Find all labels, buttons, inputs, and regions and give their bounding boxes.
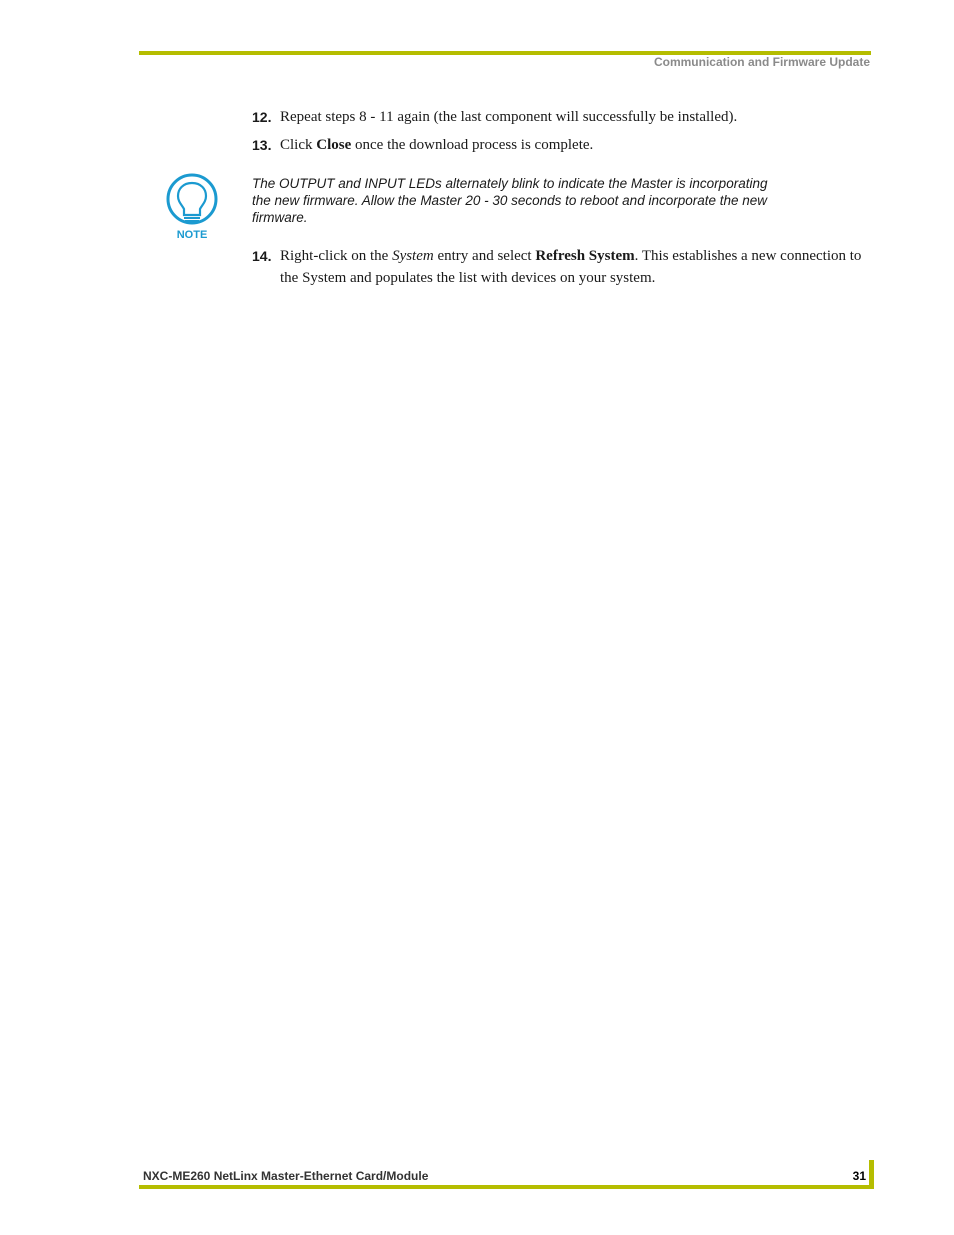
text-run: Right-click on the <box>280 248 393 264</box>
text-run: entry and select <box>433 248 536 264</box>
footer-rule <box>139 1185 874 1189</box>
step-number: 14. <box>252 248 272 264</box>
step-12 <box>252 106 872 128</box>
footer-page-marker <box>869 1160 874 1189</box>
text-run: Click <box>280 137 317 153</box>
step-text <box>280 134 872 156</box>
step-number: 12. <box>252 109 272 125</box>
text-run: . This establishes a new connection to the System and populates the list with devices on your system. <box>280 248 862 286</box>
note-text: The OUTPUT and INPUT LEDs alternately blink to indicate the Master is incorporating the new firmware. Allow the Master 20 - 30 seconds to reboot and incorporate the new firmware. <box>252 176 768 225</box>
running-header: Communication and Firmware Update <box>653 55 870 69</box>
step-text <box>280 245 872 289</box>
footer-title: NXC-ME260 NetLinx Master-Ethernet Card/Module <box>143 1169 429 1183</box>
text-run: Close <box>316 137 352 153</box>
text-run: System <box>392 248 434 264</box>
step-13 <box>252 134 872 156</box>
step-14 <box>252 245 872 289</box>
page-number: 31 <box>852 1169 866 1183</box>
note-icon-label: NOTE <box>176 229 208 241</box>
step-text <box>280 106 872 128</box>
lightbulb-note-icon <box>164 172 220 242</box>
text-run: once the download process is complete. <box>351 137 594 153</box>
text-run: Refresh System <box>535 248 635 264</box>
text-run: Repeat steps 8 - 11 again (the last component will successfully be installed). <box>280 109 738 125</box>
step-number: 13. <box>252 137 272 153</box>
